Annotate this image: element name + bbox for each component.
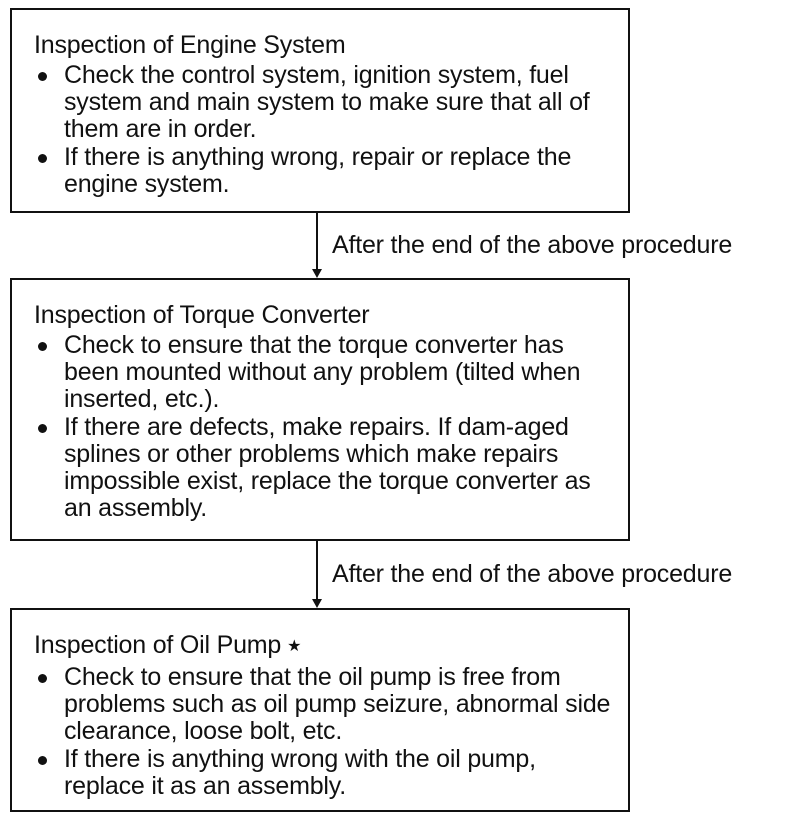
torque-converter-bullet-2 — [34, 414, 616, 522]
engine-system-bullets — [34, 62, 616, 198]
arrow-down-icon — [312, 599, 322, 608]
torque-converter-bullet-2-text: If there are defects, make repairs. If dam-aged splines or other problems which make repairs impossible exist, replace the torque converter as an assembly. — [64, 413, 591, 522]
bullet-dot-icon — [38, 154, 47, 163]
oil-pump-title: Inspection of Oil Pump — [34, 631, 282, 659]
connector-label-1: After the end of the above procedure — [332, 231, 733, 259]
bullet-dot-icon — [38, 424, 47, 433]
torque-converter-box — [10, 278, 630, 541]
connector-label-2: After the end of the above procedure — [332, 560, 733, 588]
engine-system-title: Inspection of Engine System — [34, 31, 346, 59]
engine-system-bullet-1-text: Check the control system, ignition system, fuel system and main system to make sure that all of them are in order. — [64, 61, 590, 143]
engine-system-bullet-1 — [34, 62, 616, 143]
star-icon: ★ — [287, 638, 302, 655]
engine-system-bullet-2 — [34, 144, 616, 198]
oil-pump-bullet-1 — [34, 664, 616, 745]
bullet-dot-icon — [38, 756, 47, 765]
torque-converter-bullets — [34, 332, 616, 522]
oil-pump-box — [10, 608, 630, 812]
torque-converter-bullet-1 — [34, 332, 616, 413]
oil-pump-bullet-1-text: Check to ensure that the oil pump is free from problems such as oil pump seizure, abnormal side clearance, loose bolt, etc. — [64, 663, 611, 745]
connector-line-2 — [316, 541, 318, 600]
bullet-dot-icon — [38, 674, 47, 683]
oil-pump-bullets — [34, 664, 616, 800]
bullet-dot-icon — [38, 72, 47, 81]
oil-pump-title-row — [34, 630, 616, 662]
engine-system-bullet-2-text: If there is anything wrong, repair or replace the engine system. — [64, 143, 572, 198]
arrow-down-icon — [312, 269, 322, 278]
torque-converter-bullet-1-text: Check to ensure that the torque converter has been mounted without any problem (tilted when inserted, etc.). — [64, 331, 581, 413]
torque-converter-title: Inspection of Torque Converter — [34, 301, 370, 329]
oil-pump-bullet-2 — [34, 746, 616, 800]
engine-system-box — [10, 8, 630, 213]
bullet-dot-icon — [38, 342, 47, 351]
connector-line-1 — [316, 213, 318, 270]
oil-pump-bullet-2-text: If there is anything wrong with the oil pump, replace it as an assembly. — [64, 745, 536, 800]
